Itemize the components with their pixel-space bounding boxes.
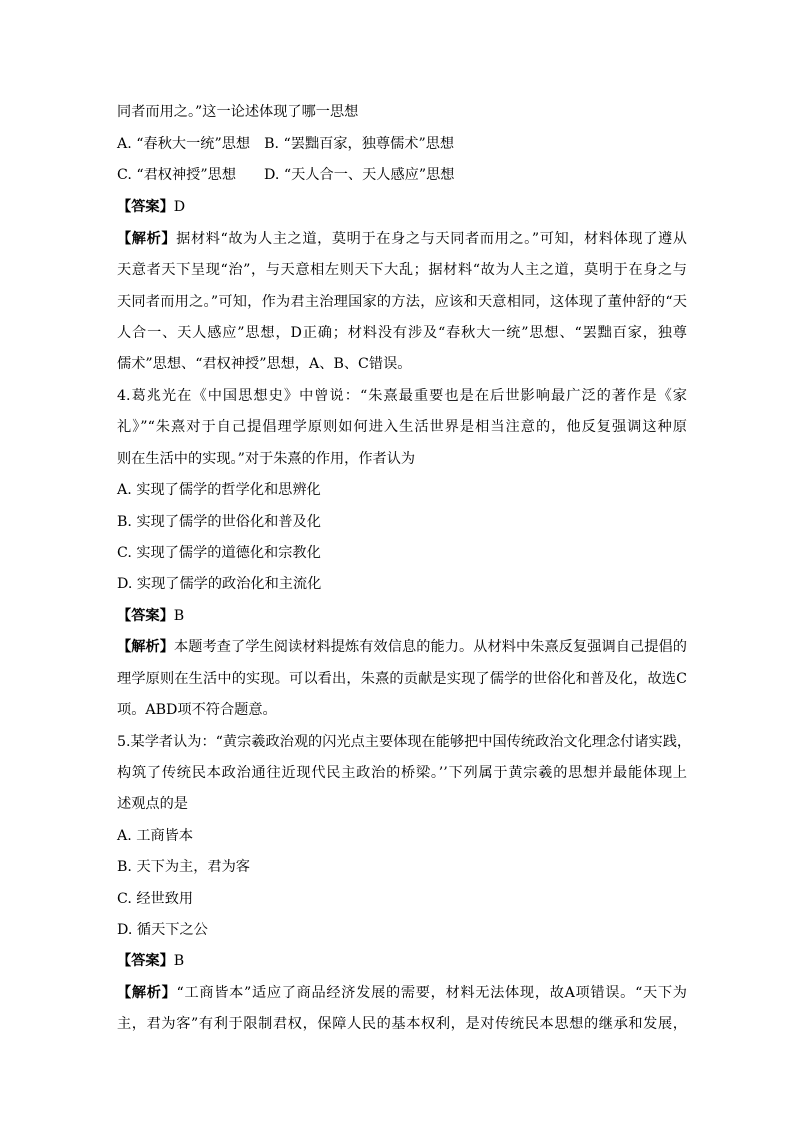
q3-option-b: B. “罢黜百家，独尊儒术”思想: [264, 136, 455, 152]
q5-stem-line-3: 述观点的是: [117, 796, 188, 812]
q3-analysis-text: 据材料“故为人主之道，莫明于在身之与天同者而用之。”可知，材料体现了遵从: [176, 231, 687, 247]
q5-answer-tag: 【答案】: [117, 953, 174, 969]
q5-option-a: A. 工商皆本: [117, 828, 194, 844]
q4-answer-value: B: [173, 608, 185, 624]
q4-analysis-line-2: 理学原则在生活中的实现。可以看出，朱熹的贡献是实现了儒学的世俗化和普及化，故选C: [117, 671, 687, 687]
q3-answer-tag: 【答案】: [117, 199, 174, 215]
q5-analysis-line-1: [117, 983, 687, 1003]
q4-option-a: A. 实现了儒学的哲学化和思辨化: [117, 482, 321, 498]
q5-answer: [117, 951, 687, 971]
q5-analysis-line-2: 主，君为客”有利于限制君权，保障人民的基本权利，是对传统民本思想的继承和发展，: [117, 1016, 687, 1032]
q4-analysis-line-3: 项。ABD项不符合题意。: [117, 702, 277, 718]
q3-analysis-tag: 【解析】: [117, 231, 177, 247]
q3-option-a: A. “春秋大一统”思想: [117, 136, 251, 152]
q4-analysis-text: 本题考查了学生阅读材料提炼有效信息的能力。从材料中朱熹反复强调自己提倡的: [174, 639, 687, 655]
q3-analysis-line-4: 人合一、天人感应”思想，D正确；材料没有涉及“春秋大一统”思想、“罢黜百家，独尊: [117, 325, 687, 341]
q3-stem-tail: 同者而用之。”这一论述体现了哪一思想: [117, 104, 359, 120]
q3-analysis-line-1: [117, 229, 687, 249]
q3-analysis-line-5: 儒术”思想、“君权神授”思想，A、B、C错误。: [117, 356, 412, 372]
q4-analysis-line-1: [117, 637, 687, 657]
q5-option-d: D. 循天下之公: [117, 922, 208, 938]
q5-option-b: B. 天下为主，君为客: [117, 859, 250, 875]
q5-analysis-text: “工商皆本”适应了商品经济发展的需要，材料无法体现，故A项错误。“天下为: [176, 985, 687, 1001]
q5-stem-line-1: 5.某学者认为：“黄宗羲政治观的闪光点主要体现在能够把中国传统政治文化理念付诸实践，: [117, 734, 692, 750]
q3-answer: [117, 197, 687, 217]
q5-analysis-tag: 【解析】: [117, 985, 177, 1001]
q3-option-d: D. “天人合一、天人感应”思想: [264, 167, 455, 183]
q4-answer: [117, 606, 687, 626]
q3-analysis-line-3: 天同者而用之。”可知，作为君主治理国家的方法，应该和天意相同，这体现了董仲舒的“天: [117, 294, 687, 310]
q3-option-c: C. “君权神授”思想: [117, 167, 237, 183]
q3-answer-value: D: [173, 199, 186, 215]
q4-analysis-tag: 【解析】: [117, 639, 175, 655]
q5-option-c: C. 经世致用: [117, 891, 194, 907]
q3-analysis-line-2: 天意者天下呈现“治”，与天意相左则天下大乱；据材料“故为人主之道，莫明于在身之与: [117, 262, 687, 278]
q4-answer-tag: 【答案】: [117, 608, 174, 624]
q5-answer-value: B: [173, 953, 185, 969]
q4-stem-line-1: 4.葛兆光在《中国思想史》中曾说：“朱熹最重要也是在后世影响最广泛的著作是《家: [117, 388, 687, 404]
q4-stem-line-2: 礼》”“朱熹对于自己提倡理学原则如何进入生活世界是相当注意的，他反复强调这种原: [117, 419, 687, 435]
q4-option-c: C. 实现了儒学的道德化和宗教化: [117, 545, 321, 561]
q3-options-row-2: [117, 165, 687, 185]
q3-options-row-1: [117, 134, 687, 154]
q4-option-d: D. 实现了儒学的政治化和主流化: [117, 576, 322, 592]
q5-stem-line-2: 构筑了传统民本政治通往近现代民主政治的桥梁。’’下列属于黄宗羲的思想并最能体现上: [117, 765, 687, 781]
q4-stem-line-3: 则在生活中的实现。”对于朱熹的作用，作者认为: [117, 451, 416, 467]
q4-option-b: B. 实现了儒学的世俗化和普及化: [117, 514, 321, 530]
